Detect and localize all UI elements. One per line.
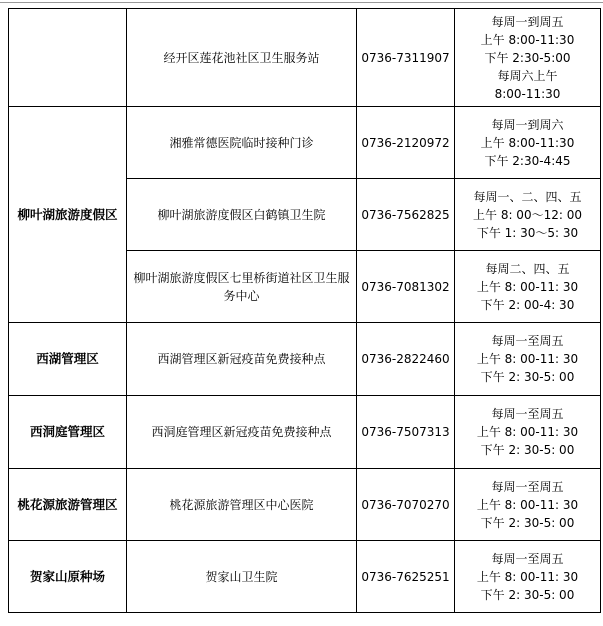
hours-line: 下午 2: 30-5: 00 xyxy=(480,515,575,530)
table-row xyxy=(9,323,601,396)
table-row xyxy=(9,396,601,469)
site-name: 柳叶湖旅游度假区白鹤镇卫生院 xyxy=(127,179,357,251)
phone-number: 0736-7070270 xyxy=(357,469,455,541)
district-cell: 柳叶湖旅游度假区 xyxy=(9,107,127,323)
service-hours xyxy=(455,179,601,251)
phone-number: 0736-7081302 xyxy=(357,251,455,323)
site-name: 西洞庭管理区新冠疫苗免费接种点 xyxy=(127,396,357,469)
hours-line: 每周一、二、四、五 xyxy=(473,189,582,204)
service-hours xyxy=(455,323,601,396)
hours-line: 每周一到周五 xyxy=(491,14,564,29)
phone-number: 0736-7625251 xyxy=(357,541,455,613)
hours-line: 8:00-11:30 xyxy=(494,86,561,101)
table-row xyxy=(9,469,601,541)
hours-line: 上午 8: 00～12: 00 xyxy=(473,207,582,222)
vaccination-sites-table xyxy=(8,8,601,613)
phone-number: 0736-7562825 xyxy=(357,179,455,251)
hours-line: 上午 8: 00-11: 30 xyxy=(476,279,579,294)
site-name: 经开区莲花池社区卫生服务站 xyxy=(127,9,357,107)
hours-line: 下午 2:30-4:45 xyxy=(484,153,571,168)
hours-line: 上午 8: 00-11: 30 xyxy=(476,497,579,512)
district-cell: 西湖管理区 xyxy=(9,323,127,396)
phone-number: 0736-7507313 xyxy=(357,396,455,469)
site-name: 贺家山卫生院 xyxy=(127,541,357,613)
hours-line: 每周一到周六 xyxy=(491,117,564,132)
site-name: 湘雅常德医院临时接种门诊 xyxy=(127,107,357,179)
hours-line: 下午 2: 00-4: 30 xyxy=(480,297,575,312)
service-hours xyxy=(455,541,601,613)
top-rule xyxy=(0,2,603,3)
hours-line: 每周一至周五 xyxy=(491,407,564,421)
hours-line: 下午 1: 30～5: 30 xyxy=(476,225,579,240)
site-name: 西湖管理区新冠疫苗免费接种点 xyxy=(127,323,357,396)
hours-line: 下午 2:30-5:00 xyxy=(484,50,571,65)
district-cell: 桃花源旅游管理区 xyxy=(9,469,127,541)
hours-line: 下午 2: 30-5: 00 xyxy=(480,587,575,602)
district-cell: 贺家山原种场 xyxy=(9,541,127,613)
service-hours xyxy=(455,469,601,541)
hours-line: 每周六上午 xyxy=(497,68,558,83)
site-name: 柳叶湖旅游度假区七里桥街道社区卫生服务中心 xyxy=(127,251,357,323)
hours-line: 每周一至周五 xyxy=(491,479,564,494)
service-hours xyxy=(455,251,601,323)
hours-line: 上午 8:00-11:30 xyxy=(480,135,575,150)
phone-number: 0736-2120972 xyxy=(357,107,455,179)
service-hours xyxy=(455,9,601,107)
table-row xyxy=(9,9,601,107)
table-row xyxy=(9,107,601,179)
service-hours xyxy=(455,107,601,179)
table-row xyxy=(9,541,601,613)
site-name: 桃花源旅游管理区中心医院 xyxy=(127,469,357,541)
hours-line: 每周一至周五 xyxy=(491,551,564,566)
phone-number: 0736-7311907 xyxy=(357,9,455,107)
hours-line: 下午 2: 30-5: 00 xyxy=(480,443,575,457)
hours-line: 上午 8: 00-11: 30 xyxy=(476,425,579,439)
hours-line: 每周一至周五 xyxy=(491,334,564,348)
hours-line: 下午 2: 30-5: 00 xyxy=(480,370,575,384)
district-cell xyxy=(9,9,127,107)
phone-number: 0736-2822460 xyxy=(357,323,455,396)
hours-line: 上午 8:00-11:30 xyxy=(480,32,575,47)
district-cell: 西洞庭管理区 xyxy=(9,396,127,469)
hours-line: 上午 8: 00-11: 30 xyxy=(476,352,579,366)
service-hours xyxy=(455,396,601,469)
hours-line: 每周二、四、五 xyxy=(485,261,570,276)
hours-line: 上午 8: 00-11: 30 xyxy=(476,569,579,584)
